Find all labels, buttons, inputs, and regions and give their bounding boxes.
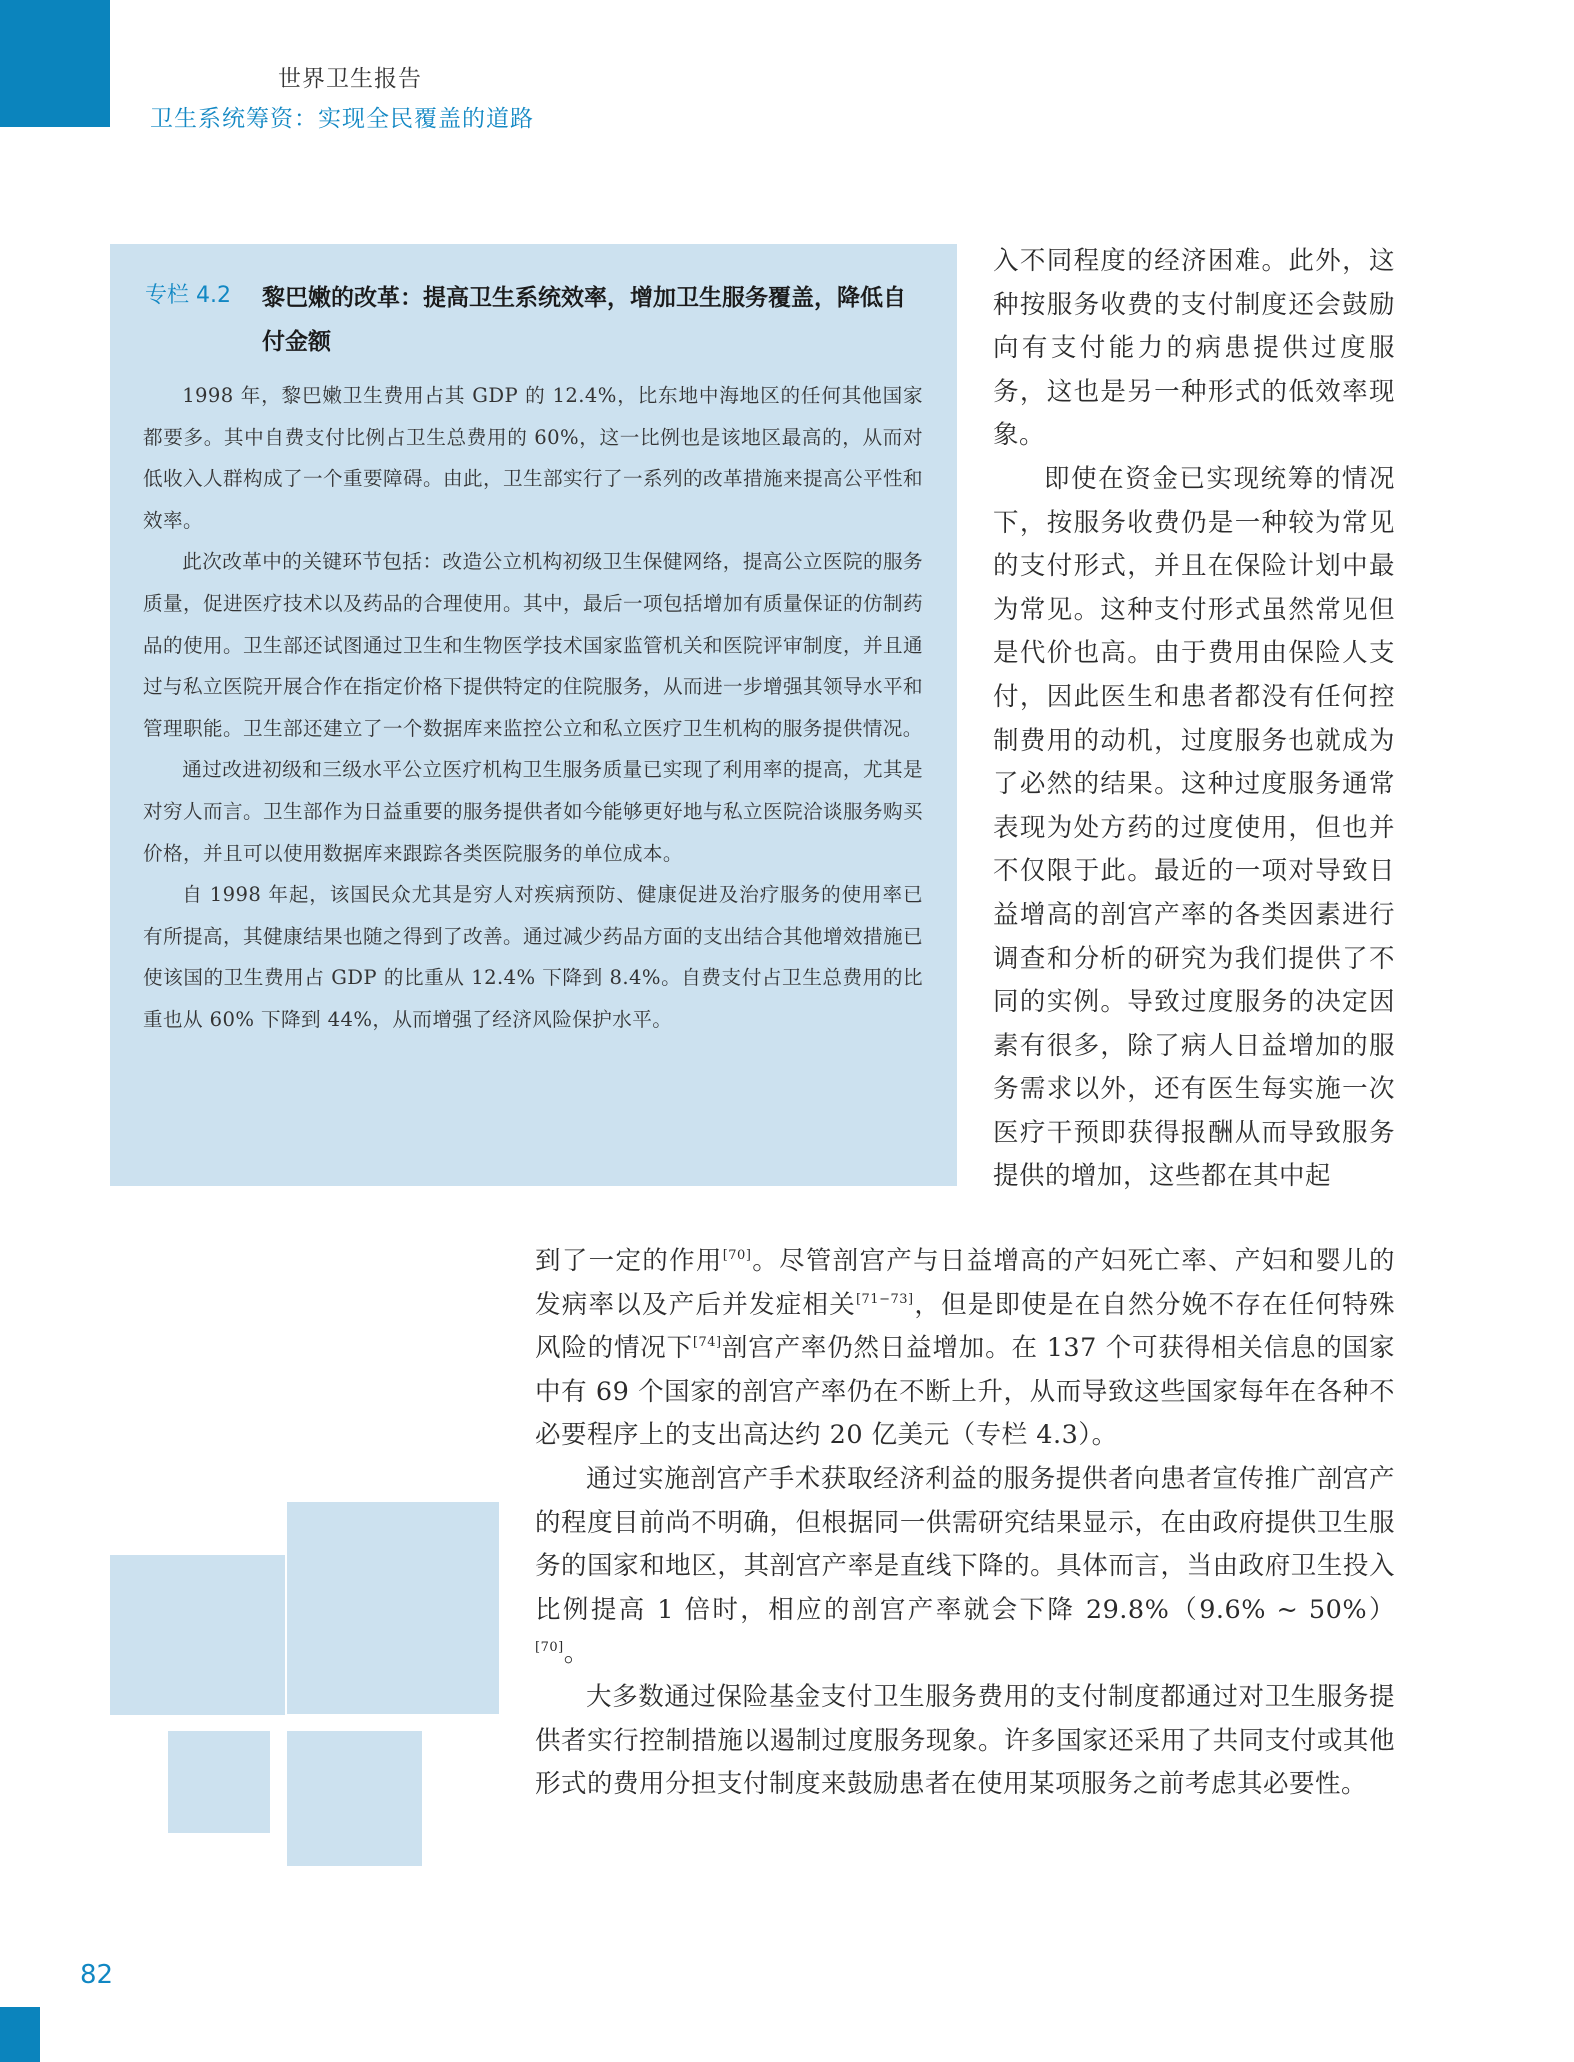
citation-ref: [71−73] — [855, 1291, 914, 1307]
decorative-square — [168, 1731, 270, 1833]
right-column — [993, 240, 1395, 1199]
main-paragraph-1 — [535, 1240, 1395, 1458]
main-column — [535, 1240, 1395, 1807]
decorative-square — [287, 1731, 422, 1866]
text-run: ，但是即使是在自然分娩不存在任何特殊风险的情况下 — [535, 1289, 1395, 1364]
box-paragraph: 自 1998 年起，该国民众尤其是穷人对疾病预防、健康促进及治疗服务的使用率已有所提高，其健康结果也随之得到了改善。通过减少药品方面的支出结合其他增效措施已使该国的卫生费用占 GDP 的比重从 12.4% 下降到 8.4%。自费支付占卫生总费用的比重也从 60% 下降到 44%，从而增强了经济风险保护水平。 — [143, 883, 923, 1031]
decorative-square — [287, 1502, 499, 1714]
footer-color-tab — [0, 2007, 40, 2062]
box-title: 黎巴嫩的改革：提高卫生系统效率，增加卫生服务覆盖，降低自付金额 — [262, 285, 906, 355]
box-paragraph: 通过改进初级和三级水平公立医疗机构卫生服务质量已实现了利用率的提高，尤其是对穷人而言。卫生部作为日益重要的服务提供者如今能够更好地与私立医院洽谈服务购买价格，并且可以使用数据库来跟踪各类医院服务的单位成本。 — [143, 758, 923, 865]
decorative-square — [110, 1555, 285, 1715]
text-run: 通过实施剖宫产手术获取经济利益的服务提供者向患者宣传推广剖宫产的程度目前尚不明确，但根据同一供需研究结果显示，在由政府提供卫生服务的国家和地区，其剖宫产率是直线下降的。具体而言，当由政府卫生投入比例提高 1 倍时，相应的剖宫产率就会下降 29.8%（9.6% ~ 50%） — [535, 1463, 1395, 1625]
page-number: 82 — [80, 1960, 114, 1990]
box-label: 专栏 4.2 — [145, 283, 231, 308]
box-paragraph: 此次改革中的关键环节包括：改造公立机构初级卫生保健网络，提高公立医院的服务质量，促进医疗技术以及药品的合理使用。其中，最后一项包括增加有质量保证的仿制药品的使用。卫生部还试图通过卫生和生物医学技术国家监管机关和医院评审制度，并且通过与私立医院开展合作在指定价格下提供特定的住院服务，从而进一步增强其领导水平和管理职能。卫生部还建立了一个数据库来监控公立和私立医疗卫生机构的服务提供情况。 — [143, 550, 923, 740]
citation-ref: [70] — [722, 1248, 752, 1263]
text-run: 。尽管剖宫产与日益增高的产妇死亡率、产妇和婴儿的发病率以及产后并发症相关 — [535, 1246, 1395, 1320]
box-paragraph: 1998 年，黎巴嫩卫生费用占其 GDP 的 12.4%，比东地中海地区的任何其他国家都要多。其中自费支付比例占卫生总费用的 60%，这一比例也是该地区最高的，从而对低收入人群构成了一个重要障碍。由此，卫生部实行了一系列的改革措施来提高公平性和效率。 — [143, 384, 923, 532]
running-title: 世界卫生报告 — [278, 66, 422, 92]
citation-ref: [74] — [692, 1335, 722, 1351]
right-paragraph-1: 入不同程度的经济困难。此外，这种按服务收费的支付制度还会鼓励向有支付能力的病患提供过度服务，这也是另一种形式的低效率现象。 — [993, 246, 1395, 451]
running-subtitle: 卫生系统筹资：实现全民覆盖的道路 — [150, 106, 534, 132]
header-color-tab — [0, 0, 110, 127]
text-run: 剖宫产率仍然日益增加。在 137 个可获得相关信息的国家中有 69 个国家的剖宫产率仍在不断上升，从而导致这些国家每年在各种不必要程序上的支出高达约 20 亿美元（专栏 4.3）。 — [535, 1333, 1395, 1451]
citation-ref: [70] — [535, 1640, 564, 1656]
text-run: 到了一定的作用 — [535, 1246, 723, 1276]
right-paragraph-2: 即使在资金已实现统筹的情况下，按服务收费仍是一种较为常见的支付形式，并且在保险计划中最为常见。这种支付形式虽然常见但是代价也高。由于费用由保险人支付，因此医生和患者都没有任何控制费用的动机，过度服务也就成为了必然的结果。这种过度服务通常表现为处方药的过度使用，但也并不仅限于此。最近的一项对导致日益增高的剖宫产率的各类因素进行调查和分析的研究为我们提供了不同的实例。导致过度服务的决定因素有很多，除了病人日益增加的服务需求以外，还有医生每实施一次医疗干预即获得报酬从而导致服务提供的增加，这些都在其中起 — [993, 463, 1395, 1192]
text-run: 。 — [563, 1638, 590, 1669]
main-paragraph-3: 大多数通过保险基金支付卫生服务费用的支付制度都通过对卫生服务提供者实行控制措施以遏制过度服务现象。许多国家还采用了共同支付或其他形式的费用分担支付制度来鼓励患者在使用某项服务之前考虑其必要性。 — [535, 1681, 1395, 1800]
box-body — [143, 375, 923, 1041]
main-paragraph-2 — [535, 1458, 1395, 1676]
